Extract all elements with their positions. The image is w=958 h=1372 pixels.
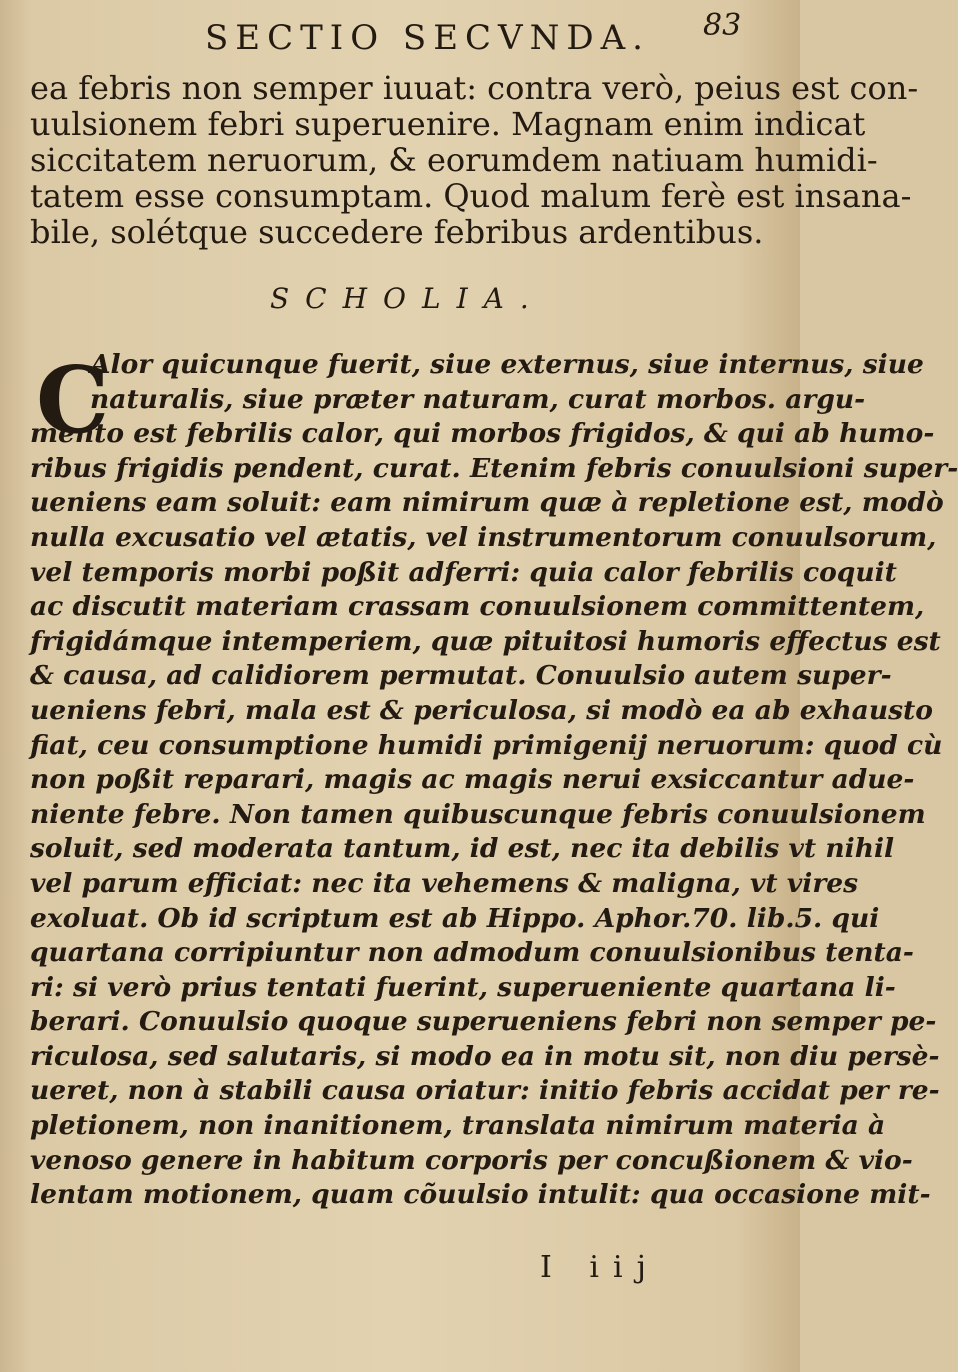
main-text <box>30 69 919 251</box>
text-line: siccitatem neruorum, & eorumdem natiuam humidi- <box>30 141 878 179</box>
signature-mark: I iij <box>540 1250 660 1285</box>
scholia-line: non poßit reparari, magis ac magis nerui exsiccantur adue- <box>30 764 915 796</box>
text-line: ea febris non semper iuuat: contra verò, peius est con- <box>30 69 919 107</box>
text-line: uulsionem febri superuenire. Magnam enim indicat <box>30 105 866 143</box>
text-line: tatem esse consumptam. Quod malum ferè est insana- <box>30 177 912 215</box>
scholia-line: riculosa, sed salutaris, si modo ea in motu sit, non diu persè- <box>30 1040 940 1072</box>
scholia-line: mento est febrilis calor, qui morbos frigidos, & qui ab humo- <box>30 418 935 450</box>
scholia-line: quartana corripiuntur non admodum conuulsionibus tenta- <box>30 937 914 969</box>
running-title: SECTIO SECVNDA. <box>205 18 650 58</box>
scholia-line: ac discutit materiam crassam conuulsionem committentem, <box>30 591 925 623</box>
scholia-line: berari. Conuulsio quoque superueniens febri non semper pe- <box>30 1006 937 1038</box>
page-number: 83 <box>703 8 742 43</box>
scholia-line: vel parum efficiat: nec ita vehemens & maligna, vt vires <box>30 867 859 899</box>
scholia-line: ueniens febri, mala est & periculosa, si modò ea ab exhausto <box>30 694 933 726</box>
scholia-line: ribus frigidis pendent, curat. Etenim febris conuulsioni super- <box>30 452 958 484</box>
drop-capital: C <box>36 346 110 454</box>
scholia-line: & causa, ad calidiorem permutat. Conuulsio autem super- <box>30 660 892 692</box>
scholia-line: soluit, sed moderata tantum, id est, nec ita debilis vt nihil <box>30 833 895 865</box>
text-line: bile, solétque succedere febribus ardentibus. <box>30 213 764 251</box>
scholia-line: pletionem, non inanitionem, translata nimirum materia à <box>30 1110 886 1142</box>
scholia-line: venoso genere in habitum corporis per concußionem & vio- <box>30 1144 913 1176</box>
scholia-line: ueniens eam soluit: eam nimirum quæ à repletione est, modò <box>30 487 944 519</box>
scholia-line: naturalis, siue præter naturam, curat morbos. argu- <box>90 383 866 415</box>
scholia-line: ri: si verò prius tentati fuerint, superueniente quartana li- <box>30 971 896 1003</box>
scholia-line: lentam motionem, quam cõuulsio intulit: qua occasione mit- <box>30 1179 931 1211</box>
scholia-line: frigidámque intemperiem, quæ pituitosi humoris effectus est <box>30 625 941 657</box>
scholia-text <box>30 348 958 1213</box>
scholia-line: vel temporis morbi poßit adferri: quia calor febrilis coquit <box>30 556 897 588</box>
scholia-line: exoluat. Ob id scriptum est ab Hippo. Aphor.70. lib.5. qui <box>30 902 880 934</box>
scholia-line: Alor quicunque fuerit, siue externus, siue internus, siue <box>90 349 924 380</box>
scholia-heading: SCHOLIA. <box>270 282 545 315</box>
scholia-line: ueret, non à stabili causa oriatur: initio febris accidat per re- <box>30 1075 940 1107</box>
scholia-line: fiat, ceu consumptione humidi primigenij neruorum: quod cù <box>30 729 943 761</box>
scholia-line: nulla excusatio vel ætatis, vel instrumentorum conuulsorum, <box>30 521 937 553</box>
scholia-line: niente febre. Non tamen quibuscunque febris conuulsionem <box>30 798 926 830</box>
